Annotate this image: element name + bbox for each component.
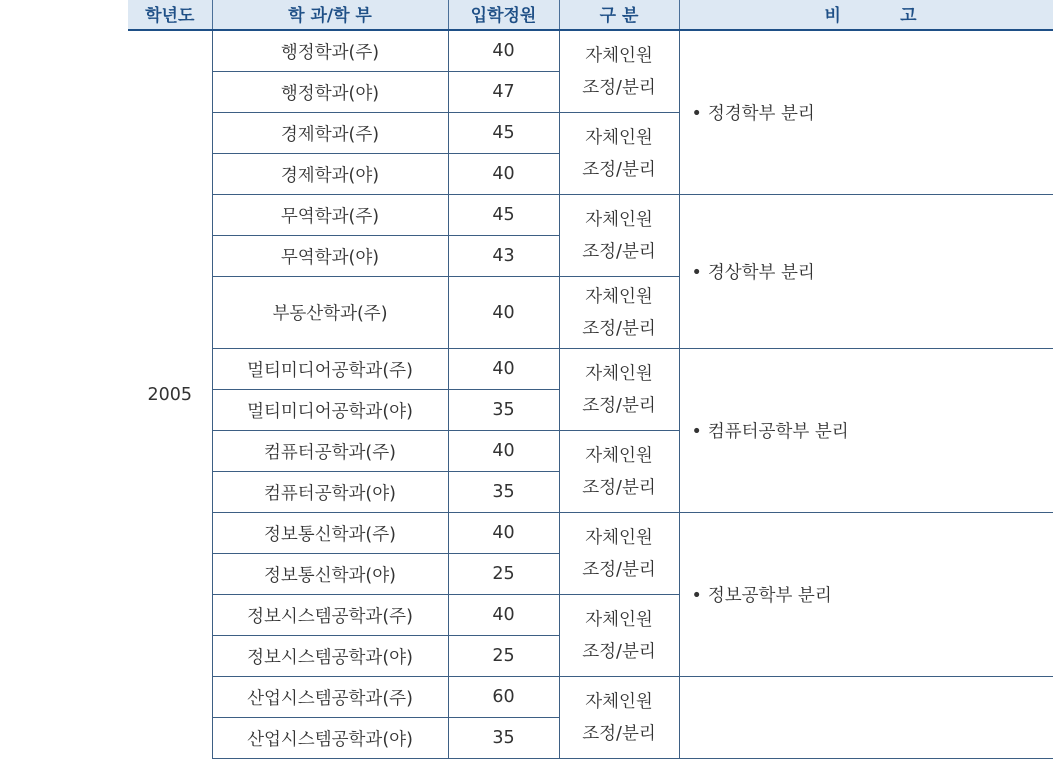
- division-line2: 조정/분리: [582, 477, 656, 498]
- table-row: [128, 677, 1053, 718]
- quota-cell: 45: [448, 113, 559, 154]
- quota-cell: 60: [448, 677, 559, 718]
- division-line2: 조정/분리: [582, 559, 656, 580]
- division-line1: 자체인원: [585, 445, 653, 466]
- division-line2: 조정/분리: [582, 159, 656, 180]
- division-line1: 자체인원: [585, 127, 653, 148]
- table-row: [128, 349, 1053, 390]
- division-cell: [559, 431, 679, 513]
- division-line2: 조정/분리: [582, 723, 656, 744]
- bullet-icon: •: [691, 104, 702, 124]
- quota-cell: 43: [448, 236, 559, 277]
- division-cell: [559, 595, 679, 677]
- quota-cell: 25: [448, 554, 559, 595]
- bullet-icon: •: [691, 263, 702, 283]
- bullet-icon: •: [691, 422, 702, 442]
- quota-cell: 45: [448, 195, 559, 236]
- table-row: [128, 513, 1053, 554]
- quota-cell: 35: [448, 718, 559, 759]
- division-cell: [559, 30, 679, 113]
- note-text: 컴퓨터공학부 분리: [707, 422, 849, 442]
- header-note: 비 고: [679, 0, 1053, 30]
- note-cell: [679, 513, 1053, 677]
- dept-cell: 정보시스템공학과(야): [212, 636, 448, 677]
- dept-cell: 산업시스템공학과(야): [212, 718, 448, 759]
- note-cell: [679, 349, 1053, 513]
- dept-cell: 정보통신학과(야): [212, 554, 448, 595]
- division-line2: 조정/분리: [582, 241, 656, 262]
- quota-cell: 40: [448, 154, 559, 195]
- dept-cell: 경제학과(주): [212, 113, 448, 154]
- note-cell: [679, 195, 1053, 349]
- division-line2: 조정/분리: [582, 318, 656, 339]
- quota-cell: 40: [448, 277, 559, 349]
- dept-cell: 정보시스템공학과(주): [212, 595, 448, 636]
- admission-quota-table: [128, 0, 1053, 759]
- dept-cell: 멀티미디어공학과(주): [212, 349, 448, 390]
- quota-cell: 40: [448, 349, 559, 390]
- header-year: 학년도: [128, 0, 212, 30]
- dept-cell: 컴퓨터공학과(야): [212, 472, 448, 513]
- division-cell: [559, 113, 679, 195]
- table-row: [128, 30, 1053, 72]
- dept-cell: 멀티미디어공학과(야): [212, 390, 448, 431]
- division-cell: [559, 195, 679, 277]
- quota-cell: 25: [448, 636, 559, 677]
- division-line2: 조정/분리: [582, 641, 656, 662]
- division-line1: 자체인원: [585, 286, 653, 307]
- dept-cell: 행정학과(주): [212, 30, 448, 72]
- bullet-icon: •: [691, 586, 702, 606]
- division-line1: 자체인원: [585, 363, 653, 384]
- division-cell: [559, 513, 679, 595]
- quota-cell: 40: [448, 431, 559, 472]
- division-line1: 자체인원: [585, 609, 653, 630]
- division-line1: 자체인원: [585, 45, 653, 66]
- division-cell: [559, 277, 679, 349]
- dept-cell: 무역학과(야): [212, 236, 448, 277]
- note-cell: [679, 30, 1053, 195]
- division-cell: [559, 677, 679, 759]
- dept-cell: 부동산학과(주): [212, 277, 448, 349]
- dept-cell: 산업시스템공학과(주): [212, 677, 448, 718]
- quota-cell: 40: [448, 595, 559, 636]
- quota-cell: 40: [448, 30, 559, 72]
- note-text: 경상학부 분리: [707, 263, 815, 283]
- year-cell: 2005: [128, 30, 212, 759]
- division-line2: 조정/분리: [582, 395, 656, 416]
- header-row: [128, 0, 1053, 30]
- dept-cell: 무역학과(주): [212, 195, 448, 236]
- note-cell: [679, 677, 1053, 759]
- division-line2: 조정/분리: [582, 77, 656, 98]
- dept-cell: 행정학과(야): [212, 72, 448, 113]
- quota-cell: 40: [448, 513, 559, 554]
- division-line1: 자체인원: [585, 527, 653, 548]
- division-cell: [559, 349, 679, 431]
- quota-cell: 35: [448, 390, 559, 431]
- division-line1: 자체인원: [585, 691, 653, 712]
- header-dept: 학 과/학 부: [212, 0, 448, 30]
- quota-cell: 35: [448, 472, 559, 513]
- dept-cell: 경제학과(야): [212, 154, 448, 195]
- header-quota: 입학정원: [448, 0, 559, 30]
- note-text: 정보공학부 분리: [707, 586, 832, 606]
- dept-cell: 컴퓨터공학과(주): [212, 431, 448, 472]
- division-line1: 자체인원: [585, 209, 653, 230]
- header-division: 구 분: [559, 0, 679, 30]
- dept-cell: 정보통신학과(주): [212, 513, 448, 554]
- table-row: [128, 195, 1053, 236]
- quota-cell: 47: [448, 72, 559, 113]
- note-text: 정경학부 분리: [707, 104, 815, 124]
